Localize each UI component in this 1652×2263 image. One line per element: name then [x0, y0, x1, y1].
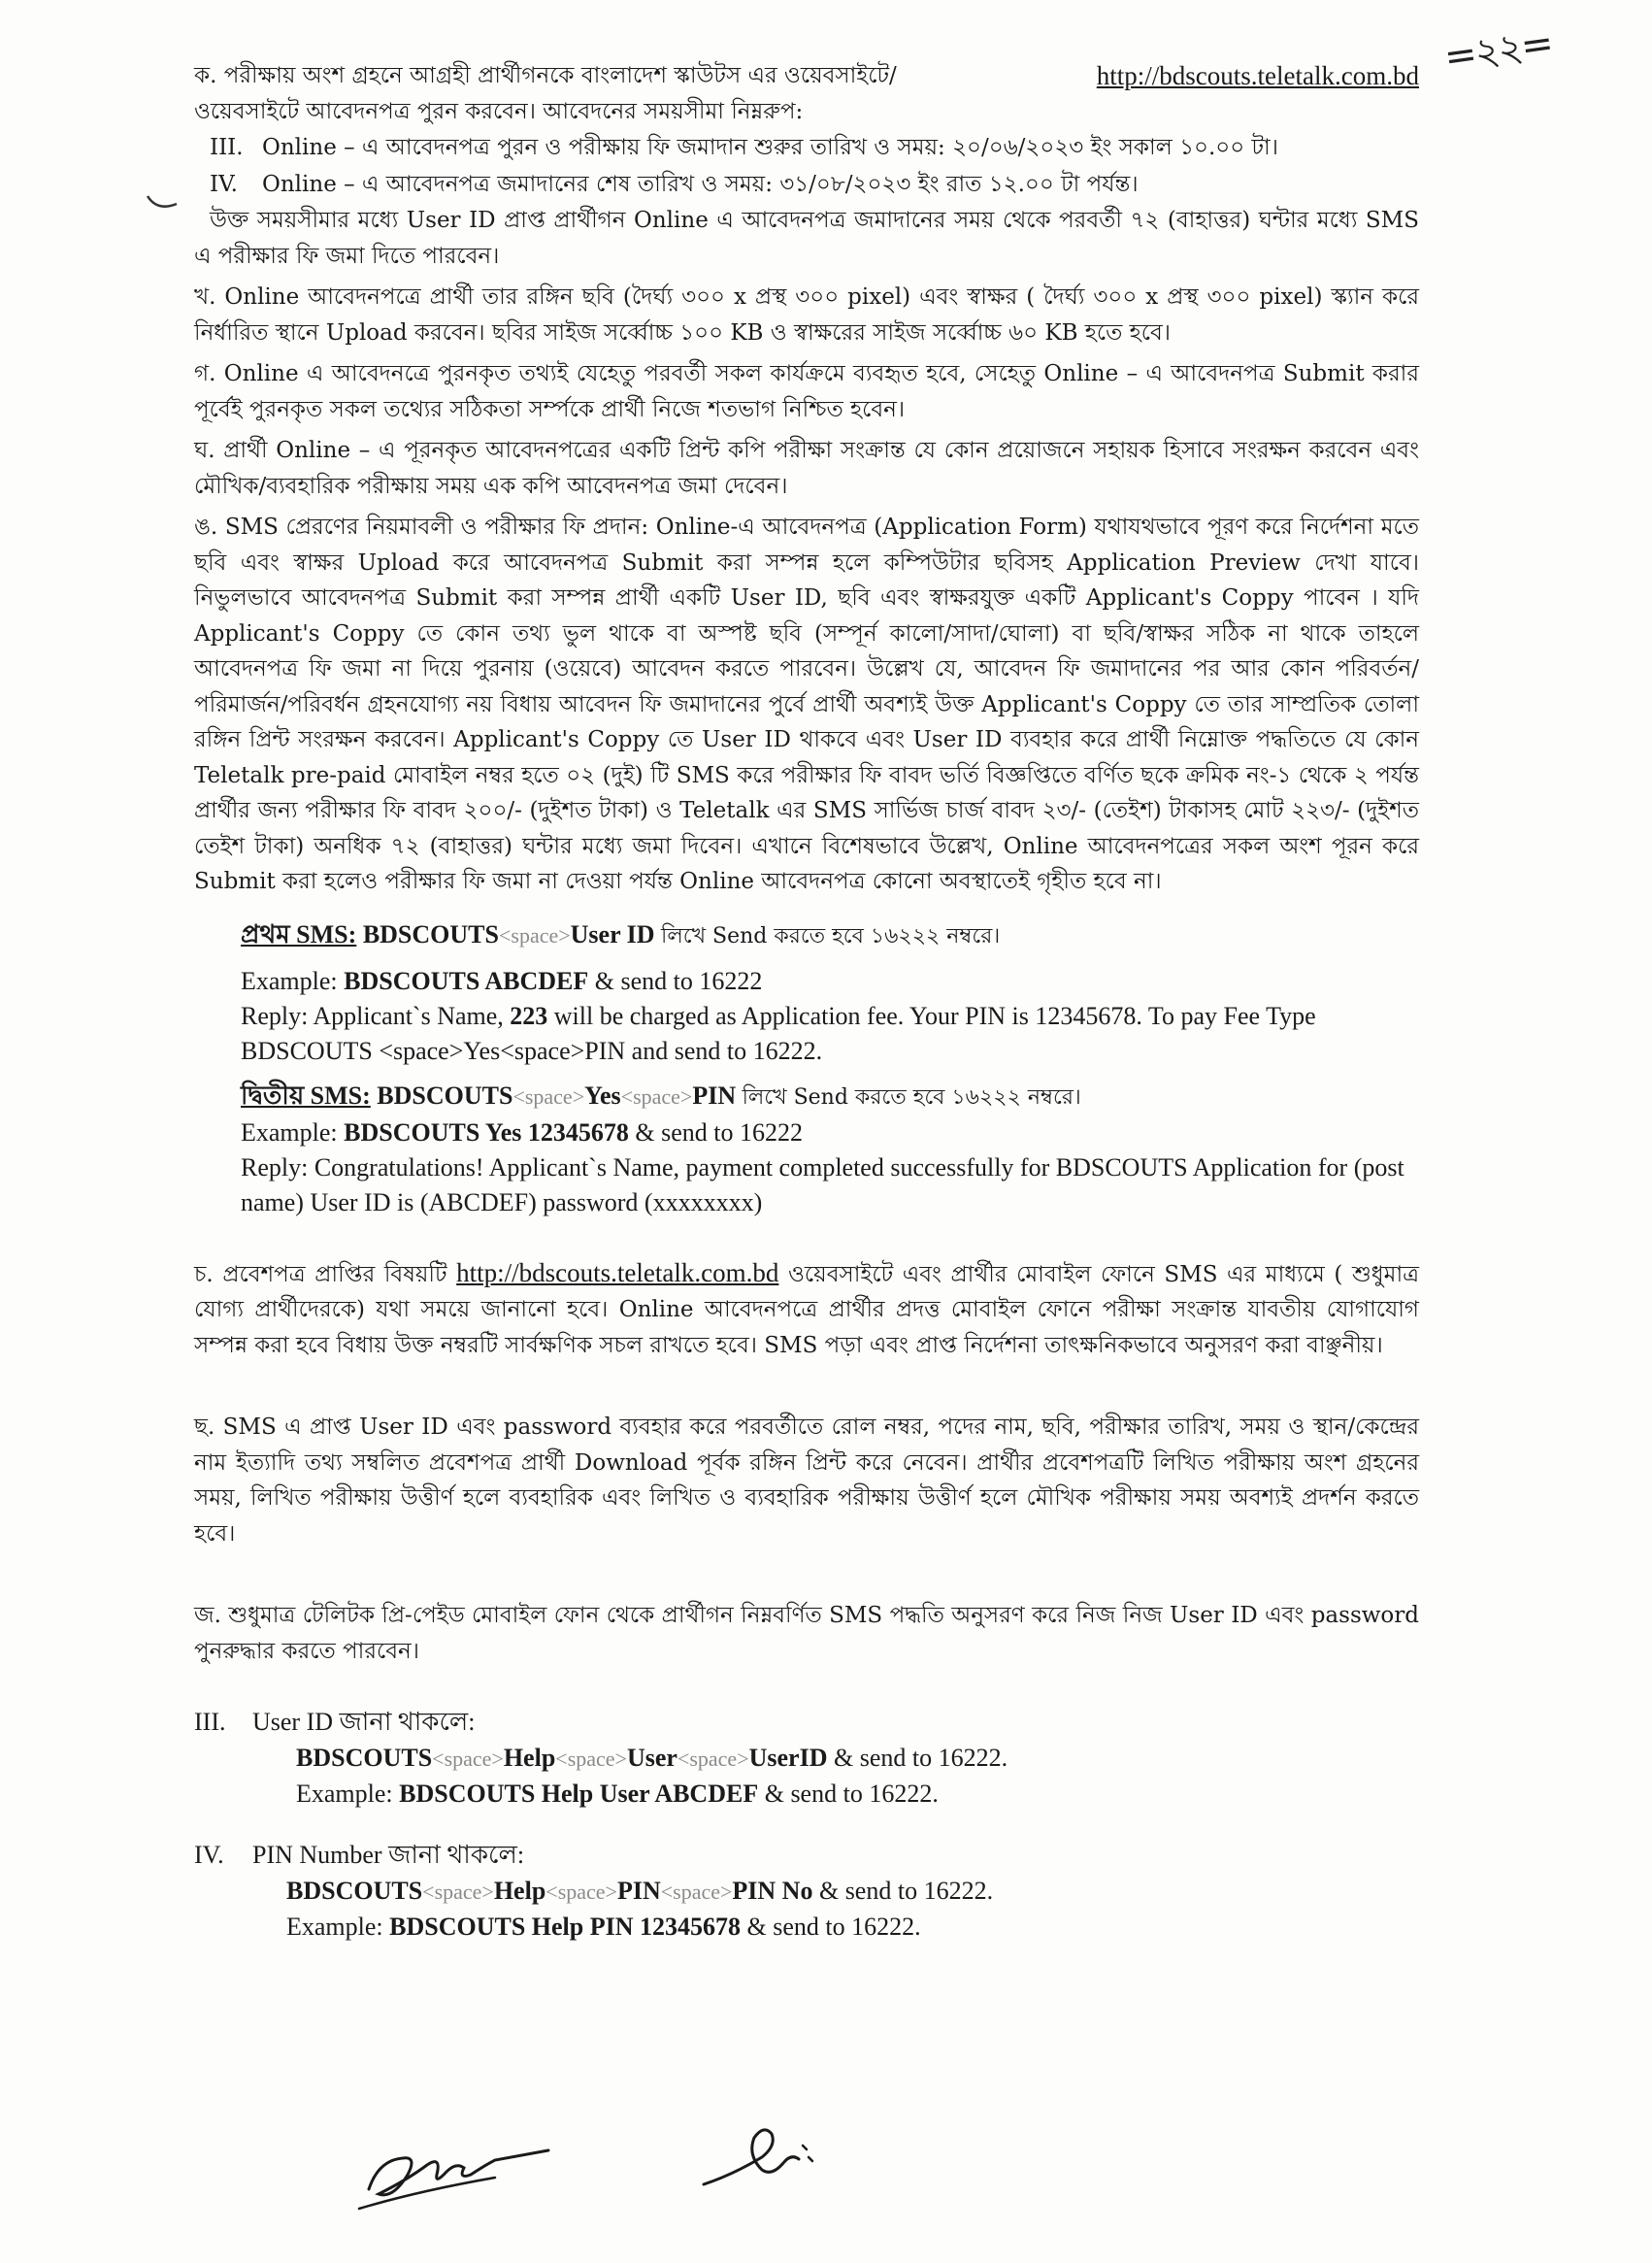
- sms1-reply-b: will be charged as Application fee. Your PIN is 12345678. To pay Fee Type BDSCOUTS <space>Yes<space>PIN and send to 16222.: [241, 1001, 1316, 1065]
- ka-iv-num: IV.: [210, 172, 238, 197]
- recover-iv-example-code: BDSCOUTS Help PIN 12345678: [389, 1913, 742, 1941]
- recover-iii-userid: UserID: [748, 1744, 828, 1772]
- recover-iv-pinno: PIN No: [732, 1877, 813, 1905]
- margin-tick-mark: [144, 190, 182, 219]
- page-number: =২২=: [1441, 20, 1555, 81]
- sms1-reply-amount: 223: [510, 1001, 548, 1030]
- section-kha: খ. Online আবেদনপত্রে প্রার্থী তার রঙ্গিন ছবি (দৈর্ঘ্য ৩০০ x প্রস্থ ৩০০ pixel) এবং স্বাক্ষর ( দৈর্ঘ্য ৩০০ x প্রস্থ ৩০০ pixel) স্ক্যান করে নির্ধারিত স্থানে Upload করবেন। ছবির সাইজ সর্ব্বোচ্চ ১০০ KB ও স্বাক্ষরের সাইজ সর্ব্বোচ্চ ৬০ KB হতে হবে।: [194, 284, 1419, 346]
- recover-iii-num: III.: [194, 1708, 226, 1736]
- sms2-example-label: Example:: [241, 1117, 338, 1147]
- recover-iii-format: [194, 1741, 1419, 1777]
- recover-iv-keyword: BDSCOUTS: [286, 1877, 423, 1905]
- sms2-example-code: BDSCOUTS Yes 12345678: [344, 1117, 629, 1147]
- sms1-example-tail: & send to 16222: [594, 966, 763, 995]
- recover-iii-example-label: Example:: [296, 1780, 393, 1808]
- ka-line1: [194, 58, 1419, 94]
- sms2-keyword: BDSCOUTS: [377, 1081, 513, 1110]
- ka-item-iv: [194, 166, 1419, 203]
- sms2-space-1: <space>: [512, 1083, 585, 1109]
- sms1-example-label: Example:: [241, 966, 338, 995]
- recover-iv-pin: PIN: [616, 1877, 661, 1905]
- recover-iii-space-3: <space>: [677, 1747, 749, 1771]
- section-gha: ঘ. প্রার্থী Online – এ পূরনকৃত আবেদনপত্রের একটি প্রিন্ট কপি পরীক্ষা সংক্রান্ত যে কোন প্রয়োজনে সহায়ক হিসাবে সংরক্ষন করবেন এবং মৌখিক/ব্যবহারিক পরীক্ষায় সময় এক কপি আবেদনপত্র জমা দেবেন।: [194, 438, 1419, 499]
- recover-iv-space-3: <space>: [660, 1880, 733, 1904]
- recover-iii-example-tail: & send to 16222.: [764, 1780, 939, 1808]
- sms2-example-tail: & send to 16222: [635, 1117, 803, 1147]
- ka-text: ক. পরীক্ষায় অংশ গ্রহনে আগ্রহী প্রার্থীগনকে বাংলাদেশ স্কাউটস এর ওয়েবসাইটে/: [194, 63, 897, 88]
- sms2-yes: Yes: [584, 1081, 621, 1110]
- recover-iii-example: [194, 1777, 1419, 1812]
- sms1-userid: User ID: [570, 919, 655, 948]
- section-ja: জ. শুধুমাত্র টেলিটক প্রি-পেইড মোবাইল ফোন থেকে প্রার্থীগন নিম্নবর্ণিত SMS পদ্ধতি অনুসরণ করে নিজ নিজ User ID এবং password পুনরুদ্ধার করতে পারবেন।: [194, 1603, 1419, 1664]
- recover-iv-title: [194, 1837, 1419, 1874]
- sms1-example-code: BDSCOUTS ABCDEF: [344, 966, 589, 995]
- ka-iv-text: Online – এ আবেদনপত্র জমাদানের শেষ তারিখ ও সময়: ৩১/০৮/২০২৩ ইং রাত ১২.০০ টা পর্যন্ত।: [262, 172, 1139, 197]
- sms2-example: [241, 1115, 1419, 1150]
- signature-left: [349, 2121, 563, 2218]
- recover-iv-tail: & send to 16222.: [818, 1877, 994, 1905]
- recover-iii-title: [194, 1704, 1419, 1741]
- ka-website-link[interactable]: http://bdscouts.teletalk.com.bd: [1096, 61, 1419, 90]
- document-body: [194, 58, 1419, 1945]
- sms2-space-2: <space>: [620, 1083, 693, 1109]
- sms1-keyword: BDSCOUTS: [362, 919, 499, 948]
- sms-second-block: [194, 1079, 1419, 1220]
- recover-iii-space-2: <space>: [555, 1747, 627, 1771]
- ka-iii-num: III.: [210, 135, 244, 160]
- recover-pin-block: [194, 1837, 1419, 1945]
- recover-iv-format: [194, 1874, 1419, 1910]
- sms2-pin: PIN: [692, 1081, 737, 1110]
- section-cha: [194, 1255, 1419, 1364]
- sms2-format: [241, 1079, 1419, 1115]
- sms2-label: দ্বিতীয় SMS:: [241, 1081, 371, 1110]
- sms1-format: [241, 917, 1419, 954]
- sms1-tail: লিখে Send করতে হবে ১৬২২২ নম্বরে।: [661, 923, 1001, 948]
- cha-pre: চ. প্রবেশপত্র প্রাপ্তির বিষয়টি: [194, 1261, 447, 1287]
- recover-iv-example-tail: & send to 16222.: [746, 1913, 921, 1941]
- sms1-reply: [241, 999, 1419, 1069]
- recover-iv-example-label: Example:: [286, 1913, 383, 1941]
- sms2-tail: লিখে Send করতে হবে ১৬২২২ নম্বরে।: [742, 1084, 1081, 1110]
- sms-first-block: [194, 917, 1419, 1069]
- sms1-space: <space>: [498, 922, 571, 948]
- ka-item-iii: [194, 129, 1419, 166]
- recover-iii-user: User: [626, 1744, 677, 1772]
- recover-iii-help: Help: [503, 1744, 556, 1772]
- cha-post: ওয়েবসাইটে এবং প্রার্থীর মোবাইল ফোনে SMS এর মাধ্যমে ( শুধুমাত্র যোগ্য প্রার্থীদেরকে) যথা সময়ে জানানো হবে। Online আবেদনপত্রে প্রার্থীর প্রদত্ত মোবাইল ফোনে পরীক্ষা সংক্রান্ত যাবতীয় যোগাযোগ সম্পন্ন করা হবে বিধায় উক্ত নম্বরটি সার্বক্ষণিক সচল রাখতে হবে। SMS পড়া এবং প্রাপ্ত নির্দেশনা তাৎক্ষনিকভাবে অনুসরণ করা বাঞ্ছনীয়।: [194, 1261, 1420, 1358]
- recover-iv-help: Help: [493, 1877, 546, 1905]
- recover-iii-example-code: BDSCOUTS Help User ABCDEF: [399, 1780, 759, 1808]
- recover-iii-keyword: BDSCOUTS: [296, 1744, 433, 1772]
- sms1-example: [241, 964, 1419, 999]
- recover-iv-title-text: PIN Number জানা থাকলে:: [252, 1841, 525, 1869]
- signature-right: [694, 2116, 830, 2204]
- section-ga: গ. Online এ আবেদনত্রে পুরনকৃত তথ্যই যেহেতু পরবর্তী সকল কার্যক্রমে ব্যবহৃত হবে, সেহেতু Online – এ আবেদনপত্র Submit করার পূর্বেই পুরনকৃত সকল তথ্যের সঠিকতা সর্ম্পকে প্রার্থী নিজে শতভাগ নিশ্চিত হবেন।: [194, 361, 1419, 422]
- recover-iv-num: IV.: [194, 1841, 224, 1869]
- section-ka: [194, 58, 1419, 274]
- sms1-label: প্রথম SMS:: [241, 919, 357, 948]
- recover-iv-space-1: <space>: [422, 1880, 494, 1904]
- section-uma: ঙ. SMS প্রেরণের নিয়মাবলী ও পরীক্ষার ফি প্রদান: Online-এ আবেদনপত্র (Application Form) যথাযথভাবে পূরণ করে নির্দেশনা মতে ছবি এবং স্বাক্ষর Upload করে আবেদনপত্র Submit করা সম্পন্ন হলে কম্পিউটার ছবিসহ Application Preview দেখা যাবে। নিভুলভাবে আবেদনপত্র Submit করা সম্পন্ন প্রার্থী একটি User ID, ছবি এবং স্বাক্ষরযুক্ত একটি Applicant's Coppy পাবেন । যদি Applicant's Coppy তে কোন তথ্য ভুল থাকে বা অস্পষ্ট ছবি (সম্পূর্ন কালো/সাদা/ঘোলা) বা ছবি/স্বাক্ষর সঠিক না থাকে তাহলে আবেদনপত্র ফি জমা না দিয়ে পুরনায় (ওয়েবে) আবেদন করতে পারবেন। উল্লেখ যে, আবেদন ফি জমাদানের পর আর কোন পরিবর্তন/পরিমার্জন/পরিবর্ধন গ্রহনযোগ্য নয় বিধায় আবেদন ফি জমাদানের পুর্বে প্রার্থী অবশ্যই উক্ত Applicant's Coppy তে তার সাম্প্রতিক তোলা রঙ্গিন প্রিন্ট সংরক্ষন করবেন। Applicant's Coppy তে User ID থাকবে এবং User ID ব্যবহার করে প্রার্থী নিম্নোক্ত পদ্ধতিতে যে কোন Teletalk pre-paid মোবাইল নম্বর হতে ০২ (দুই) টি SMS করে পরীক্ষার ফি বাবদ ভর্তি বিজ্ঞপ্তিতে বর্ণিত ছকে ক্রমিক নং-১ থেকে ২ পর্যন্ত প্রার্থীর জন্য পরীক্ষার ফি বাবদ ২০০/- (দুইশত টাকা) ও Teletalk এর SMS সার্ভিজ চার্জ বাবদ ২৩/- (তেইশ) টাকাসহ মোট ২২৩/- (দুইশত তেইশ টাকা) অনধিক ৭২ (বাহাত্তর) ঘন্টার মধ্যে জমা দিবেন। এখানে বিশেষভাবে উল্লেখ, Online আবেদনপত্রের সকল অংশ পূরন করে Submit করা হলেও পরীক্ষার ফি জমা না দেওয়া পর্যন্ত Online আবেদনপত্র কোনো অবস্থাতেই গৃহীত হবে না।: [194, 515, 1419, 894]
- recover-userid-block: [194, 1704, 1419, 1812]
- ka-iii-text: Online – এ আবেদনপত্র পুরন ও পরীক্ষায় ফি জমাদান শুরুর তারিখ ও সময়: ২০/০৬/২০২৩ ইং সকাল ১০.০০ টা।: [262, 135, 1278, 160]
- recover-iii-space-1: <space>: [432, 1747, 504, 1771]
- ka-note: উক্ত সময়সীমার মধ্যে User ID প্রাপ্ত প্রার্থীগন Online এ আবেদনপত্র জমাদানের সময় থেকে পরবর্তী ৭২ (বাহাত্তর) ঘন্টার মধ্যে SMS এ পরীক্ষার ফি জমা দিতে পারবেন।: [194, 208, 1419, 269]
- cha-website-link[interactable]: http://bdscouts.teletalk.com.bd: [456, 1257, 779, 1287]
- recover-iv-example: [194, 1910, 1419, 1945]
- sms1-reply-a: Reply: Applicant`s Name,: [241, 1001, 504, 1030]
- recover-iii-tail: & send to 16222.: [833, 1744, 1008, 1772]
- recover-iv-space-2: <space>: [545, 1880, 617, 1904]
- section-chha: ছ. SMS এ প্রাপ্ত User ID এবং password ব্যবহার করে পরবর্তীতে রোল নম্বর, পদের নাম, ছবি, পরীক্ষার তারিখ, সময় ও স্থান/কেন্দ্রের নাম ইত্যাদি তথ্য সম্বলিত প্রবেশপত্র প্রার্থী Download পূর্বক রঙ্গিন প্রিন্ট করে নেবেন। প্রার্থীর প্রবেশপত্রটি লিখিত পরীক্ষায় অংশ গ্রহনের সময়, লিখিত পরীক্ষায় উত্তীর্ণ হলে ব্যবহারিক এবং লিখিত ও ব্যবহারিক পরীক্ষায় উত্তীর্ণ হলে মৌখিক পরীক্ষায় সময় অবশ্যই প্রদর্শন করতে হবে।: [194, 1414, 1419, 1547]
- ka-line2: ওয়েবসাইটে আবেদনপত্র পুরন করবেন। আবেদনের সময়সীমা নিম্নরুপ:: [194, 98, 804, 124]
- sms2-reply: Reply: Congratulations! Applicant`s Name, payment completed successfully for BDSCOUTS Application for (post name) User ID is (ABCDEF) password (xxxxxxxx): [241, 1152, 1404, 1216]
- recover-iii-title-text: User ID জানা থাকলে:: [252, 1708, 476, 1736]
